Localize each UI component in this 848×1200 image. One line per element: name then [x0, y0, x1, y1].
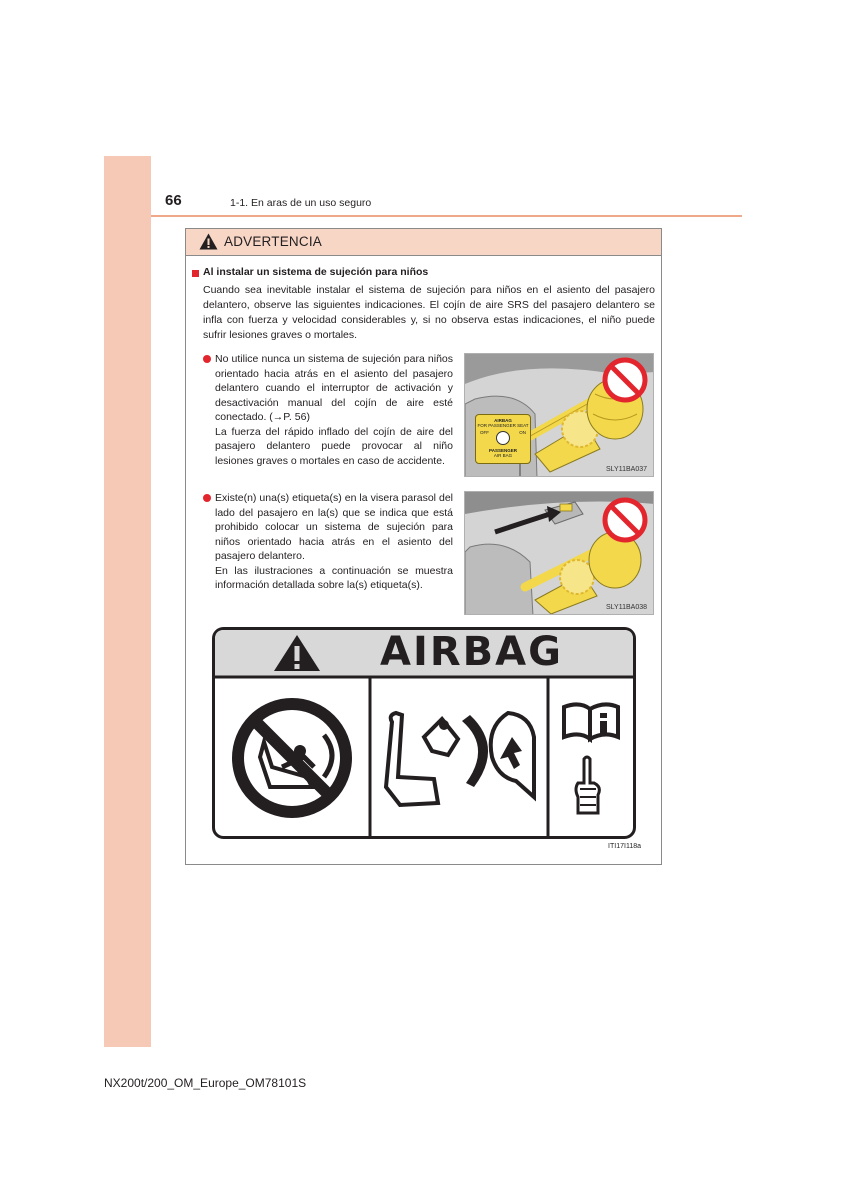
airbag-switch-label — [475, 414, 531, 464]
warning-header — [186, 229, 661, 256]
warning-title: ADVERTENCIA — [224, 234, 322, 249]
square-bullet-icon — [192, 270, 199, 277]
switch-label-off: OFF — [480, 430, 489, 435]
footer-doc-code: NX200t/200_OM_Europe_OM78101S — [104, 1076, 307, 1090]
switch-label-on: ON — [519, 430, 526, 435]
warning-triangle-icon — [199, 233, 218, 250]
item-2-text: Existe(n) una(s) etiqueta(s) en la visera parasol del lado del pasajero en la(s) que se indica que está prohibido colocar un sistema de sujeción para niños orientado hacia atrás en el asiento del pasajero delantero. — [215, 492, 453, 562]
warning-item-1 — [203, 352, 453, 468]
rear-facing-seat-illustration — [464, 353, 654, 477]
switch-knob-icon — [496, 431, 510, 445]
warning-subheading: Al instalar un sistema de sujeción para niños — [203, 266, 429, 278]
round-bullet-icon — [203, 355, 211, 363]
page-number: 66 — [165, 192, 182, 209]
switch-label-bottom-sub: AIR BAG — [493, 453, 513, 458]
switch-label-top: AIRBAG — [494, 418, 512, 423]
warning-box — [185, 228, 662, 865]
section-title: 1-1. En aras de un uso seguro — [230, 197, 372, 209]
item-1-text: No utilice nunca un sistema de sujeción para niños orientado hacia atrás en el asiento del pasajero delantero cuando el interruptor de activación y desactivación manual del cojín de aire esté conectado. (→P. 56) — [215, 353, 453, 423]
label-image-code: ITI17I118a — [608, 843, 641, 850]
switch-label-sub: FOR PASSENGER SEAT — [477, 423, 529, 428]
warning-item-2 — [203, 491, 453, 593]
image-code-1: SLY11BA037 — [606, 466, 647, 473]
round-bullet-icon — [203, 494, 211, 502]
item-1-text-2: La fuerza del rápido inflado del cojín de aire del pasajero delantero puede provocar al niño lesiones graves o mortales en caso de accidente. — [215, 425, 453, 467]
warning-intro: Cuando sea inevitable instalar el sistema de sujeción para niños en el asiento del pasajero delantero, observe las siguientes indicaciones. El cojín de aire SRS del pasajero delantero se infla con fuerza y velocidad considerables y, si no observa estas indicaciones, el niño puede sufrir lesiones graves o mortales. — [203, 284, 655, 341]
header-rule — [151, 215, 742, 217]
airbag-label-title: AIRBAG — [380, 629, 563, 675]
airbag-warning-label — [212, 627, 636, 839]
car-visor-illustration — [465, 492, 654, 615]
switch-label-bottom: PASSENGER — [489, 448, 517, 453]
chapter-side-bar — [104, 156, 151, 1047]
item-2-text-2: En las ilustraciones a continuación se muestra información detallada sobre la(s) etiqueta(s). — [215, 564, 453, 591]
sun-visor-label-illustration — [464, 491, 654, 615]
image-code-2: SLY11BA038 — [606, 604, 647, 611]
